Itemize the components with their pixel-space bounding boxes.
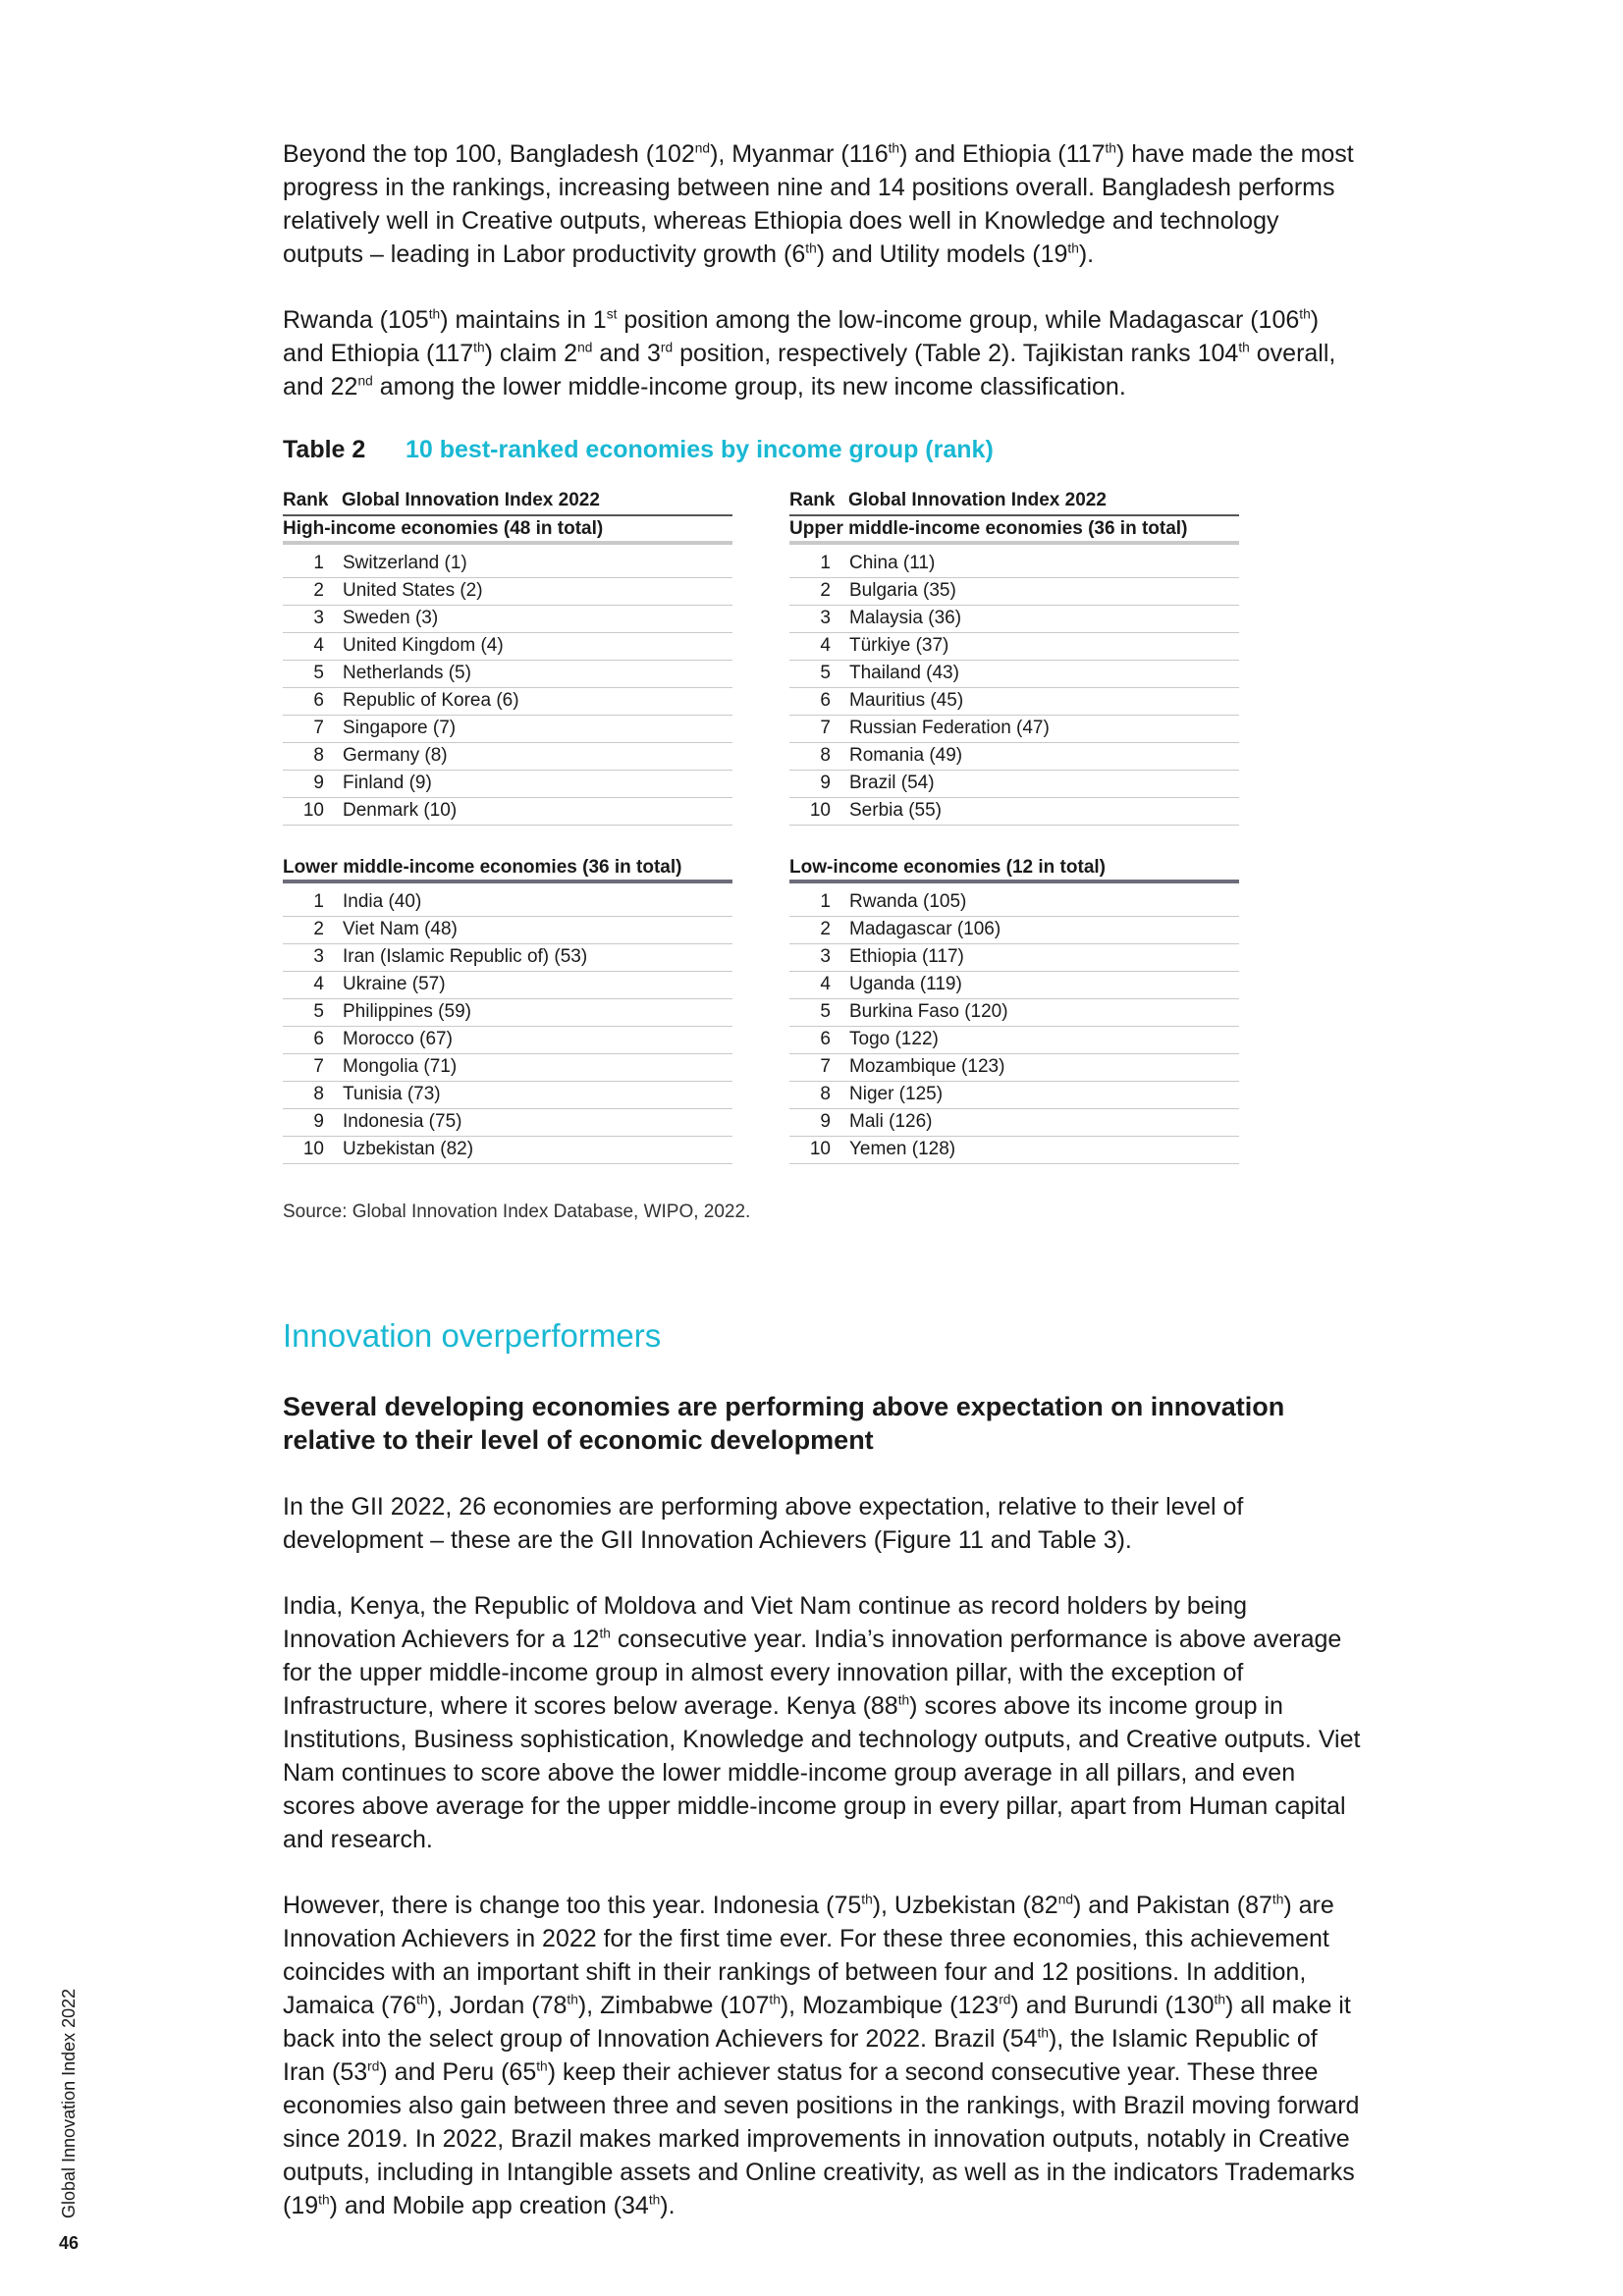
table-row	[283, 771, 732, 798]
table-row	[789, 1027, 1239, 1054]
rank-number: 2	[820, 919, 831, 939]
rank-number: 3	[313, 608, 324, 628]
rank-number: 2	[313, 580, 324, 601]
paragraph: However, there is change too this year. Indonesia (75th), Uzbekistan (82nd) and Pakistan (87th) are Innovation Achievers in 2022 for the first time ever. For these three economies, this achievement coincides with an important shift in their rankings of between four and 12 positions. In addition, Jamaica (76th), Jordan (78th), Zimbabwe (107th), Mozambique (123rd) and Burundi (130th) all make it back into the select group of Innovation Achievers for 2022. Brazil (54th), the Islamic Republic of Iran (53rd) and Peru (65th) keep their achiever status for a second consecutive year. These three economies also gain between three and seven positions in the rankings, with Brazil moving forward since 2019. In 2022, Brazil makes marked improvements in innovation outputs, notably in Creative outputs, including in Intangible assets and Online creativity, as well as in the indicators Trademarks (19th) and Mobile app creation (34th).	[283, 1892, 1360, 2219]
ordinal-suffix: th	[648, 2192, 661, 2208]
rank-column-label: Rank	[789, 490, 836, 510]
income-group-title: High-income economies (48 in total)	[283, 516, 732, 545]
economy-name: Romania (49)	[849, 745, 963, 766]
income-group-title: Upper middle-income economies (36 in total)	[789, 516, 1239, 545]
economy-name: Viet Nam (48)	[343, 919, 458, 939]
table-row	[789, 688, 1239, 716]
paragraph: India, Kenya, the Republic of Moldova and Viet Nam continue as record holders by being Innovation Achievers for a 12th consecutive year. India’s innovation performance is above average for the upper middle-income group in almost every innovation pillar, with the exception of Infrastructure, where it scores below average. Kenya (88th) scores above its income group in Institutions, Business sophistication, Knowledge and technology outputs, and Creative outputs. Viet Nam continues to score above the lower middle-income group average in all pillars, and even scores above average for the upper middle-income group in every pillar, apart from Human capital and research.	[283, 1592, 1361, 1853]
table-row	[283, 798, 732, 826]
economy-name: Burkina Faso (120)	[849, 1001, 1008, 1022]
table-row	[283, 999, 732, 1027]
ordinal-suffix: th	[567, 1992, 578, 2007]
economy-name: China (11)	[849, 553, 936, 573]
ordinal-suffix: th	[1105, 140, 1116, 156]
index-column-label: Global Innovation Index 2022	[848, 490, 1107, 510]
economy-name: Brazil (54)	[849, 773, 935, 793]
ordinal-suffix: rd	[999, 1992, 1011, 2007]
table-row	[789, 944, 1239, 972]
table-row	[789, 743, 1239, 771]
economy-name: Mauritius (45)	[849, 690, 964, 711]
rank-number: 6	[313, 1029, 324, 1049]
economy-name: Uganda (119)	[849, 974, 962, 994]
economy-name: Ukraine (57)	[343, 974, 446, 994]
rank-number: 4	[313, 635, 324, 656]
rank-number: 9	[313, 773, 324, 793]
economy-name: Denmark (10)	[343, 800, 458, 821]
column-header	[283, 490, 732, 516]
rank-number: 6	[820, 690, 831, 711]
economy-name: United States (2)	[343, 580, 483, 601]
table-row	[789, 551, 1239, 578]
rank-number: 10	[809, 800, 831, 821]
economy-name: Türkiye (37)	[849, 635, 949, 656]
table-row	[283, 1137, 732, 1164]
table-row	[789, 917, 1239, 944]
ordinal-suffix: th	[805, 240, 817, 256]
rank-number: 3	[820, 946, 831, 967]
ordinal-suffix: th	[1214, 1992, 1225, 2007]
table-row	[283, 1109, 732, 1137]
rank-number: 4	[313, 974, 324, 994]
table-row	[283, 633, 732, 661]
section-heading: Innovation overperformers	[283, 1317, 662, 1354]
page-content	[283, 137, 1363, 2255]
economy-name: Thailand (43)	[849, 663, 959, 683]
rank-number: 10	[302, 800, 324, 821]
table-row	[283, 1054, 732, 1082]
table-row	[789, 716, 1239, 743]
rank-number: 7	[313, 1056, 324, 1077]
rank-number: 9	[820, 773, 831, 793]
table-row	[283, 1082, 732, 1109]
rank-number: 5	[313, 1001, 324, 1022]
ordinal-suffix: nd	[577, 340, 593, 355]
ordinal-suffix: th	[1299, 306, 1311, 322]
table-row	[283, 688, 732, 716]
rank-number: 6	[313, 690, 324, 711]
table-row	[789, 578, 1239, 606]
ordinal-suffix: th	[416, 1992, 428, 2007]
economy-name: Yemen (128)	[849, 1139, 956, 1159]
economy-name: Mali (126)	[849, 1111, 933, 1132]
table-row	[283, 606, 732, 633]
rank-number: 5	[820, 663, 831, 683]
economy-name: Serbia (55)	[849, 800, 942, 821]
table-row	[283, 578, 732, 606]
economy-name: Togo (122)	[849, 1029, 939, 1049]
table-row	[283, 889, 732, 917]
rank-number: 3	[313, 946, 324, 967]
economy-name: Switzerland (1)	[343, 553, 467, 573]
economy-name: Singapore (7)	[343, 718, 457, 738]
income-group-block	[283, 490, 732, 826]
economy-name: Mozambique (123)	[849, 1056, 1005, 1077]
ordinal-suffix: th	[1271, 1892, 1284, 1907]
rank-number: 8	[820, 1084, 831, 1104]
section-paragraphs	[283, 1490, 1363, 2222]
income-group-block	[789, 490, 1239, 826]
rank-number: 4	[820, 974, 831, 994]
ordinal-suffix: nd	[1057, 1892, 1073, 1907]
income-group-block	[789, 855, 1239, 1164]
side-running-title: Global Innovation Index 2022	[59, 1988, 79, 2218]
rank-number: 1	[313, 553, 324, 573]
economy-name: Indonesia (75)	[343, 1111, 462, 1132]
table-row	[283, 743, 732, 771]
economy-name: Malaysia (36)	[849, 608, 962, 628]
income-group-title: Low-income economies (12 in total)	[789, 855, 1239, 883]
ordinal-suffix: nd	[357, 373, 373, 389]
table-title: 10 best-ranked economies by income group (rank)	[406, 436, 994, 463]
rank-column-label: Rank	[283, 490, 329, 510]
economy-name: Russian Federation (47)	[849, 718, 1050, 738]
table-row	[789, 771, 1239, 798]
section-subheading: Several developing economies are performing above expectation on innovation relative to their level of economic development	[283, 1392, 1285, 1455]
economy-name: Ethiopia (117)	[849, 946, 964, 967]
paragraph: In the GII 2022, 26 economies are performing above expectation, relative to their level of development – these are the GII Innovation Achievers (Figure 11 and Table 3).	[283, 1493, 1244, 1554]
rank-number: 7	[820, 718, 831, 738]
table-row	[789, 1137, 1239, 1164]
rank-number: 10	[809, 1139, 831, 1159]
ordinal-suffix: rd	[367, 2058, 380, 2074]
table-row	[283, 944, 732, 972]
table-row	[283, 716, 732, 743]
table-row	[789, 661, 1239, 688]
economy-name: Madagascar (106)	[849, 919, 1001, 939]
table-row	[789, 633, 1239, 661]
economy-name: Morocco (67)	[343, 1029, 453, 1049]
ordinal-suffix: th	[888, 140, 900, 156]
rank-number: 8	[313, 745, 324, 766]
economy-name: Rwanda (105)	[849, 891, 967, 912]
table-row	[283, 1027, 732, 1054]
table-row	[789, 999, 1239, 1027]
rank-number: 5	[820, 1001, 831, 1022]
income-group-title: Lower middle-income economies (36 in total)	[283, 855, 732, 883]
economy-name: Uzbekistan (82)	[343, 1139, 474, 1159]
rank-number: 1	[313, 891, 324, 912]
intro-paragraphs	[283, 137, 1363, 403]
economy-name: Iran (Islamic Republic of) (53)	[343, 946, 588, 967]
column-header	[789, 490, 1239, 516]
ordinal-suffix: nd	[694, 140, 711, 156]
ordinal-suffix: th	[1238, 340, 1250, 355]
table-row	[789, 1054, 1239, 1082]
economy-name: Sweden (3)	[343, 608, 439, 628]
ordinal-suffix: rd	[660, 340, 674, 355]
economy-name: Tunisia (73)	[343, 1084, 441, 1104]
ordinal-suffix: th	[1067, 240, 1079, 256]
rank-number: 9	[820, 1111, 831, 1132]
ordinal-suffix: th	[318, 2192, 330, 2208]
paragraph: Beyond the top 100, Bangladesh (102nd), Myanmar (116th) and Ethiopia (117th) have made the most progress in the rankings, increasing between nine and 14 positions overall. Bangladesh performs relatively well in Creative outputs, whereas Ethiopia does well in Knowledge and technology outputs – leading in Labor productivity growth (6th) and Utility models (19th).	[283, 140, 1354, 268]
economy-name: Germany (8)	[343, 745, 448, 766]
table-source: Source: Global Innovation Index Database, WIPO, 2022.	[283, 1201, 751, 1222]
ordinal-suffix: th	[599, 1626, 611, 1641]
page-number: 46	[59, 2233, 80, 2253]
rank-number: 3	[820, 608, 831, 628]
ordinal-suffix: th	[897, 1692, 910, 1708]
economy-name: India (40)	[343, 891, 422, 912]
ordinal-suffix: th	[769, 1992, 781, 2007]
rank-number: 6	[820, 1029, 831, 1049]
table-row	[789, 972, 1239, 999]
rank-number: 7	[820, 1056, 831, 1077]
table-row	[283, 551, 732, 578]
ranking-table	[283, 490, 1363, 1194]
table-caption	[283, 436, 1363, 464]
rank-number: 2	[313, 919, 324, 939]
economy-name: United Kingdom (4)	[343, 635, 504, 656]
rank-number: 8	[820, 745, 831, 766]
economy-name: Netherlands (5)	[343, 663, 471, 683]
ordinal-suffix: th	[536, 2058, 548, 2074]
ordinal-suffix: th	[428, 306, 441, 322]
table-row	[789, 798, 1239, 826]
economy-name: Bulgaria (35)	[849, 580, 956, 601]
rank-number: 1	[820, 891, 831, 912]
table-row	[789, 1109, 1239, 1137]
economy-name: Niger (125)	[849, 1084, 944, 1104]
ordinal-suffix: st	[606, 306, 618, 322]
index-column-label: Global Innovation Index 2022	[342, 490, 600, 510]
ordinal-suffix: th	[473, 340, 485, 355]
table-row	[283, 917, 732, 944]
rank-number: 4	[820, 635, 831, 656]
paragraph: Rwanda (105th) maintains in 1st position among the low-income group, while Madagascar (106th) and Ethiopia (117th) claim 2nd and 3rd position, respectively (Table 2). Tajikistan ranks 104th overall, and 22nd among the lower middle-income group, its new income classification.	[283, 306, 1336, 400]
table-row	[283, 661, 732, 688]
rank-number: 7	[313, 718, 324, 738]
rank-number: 10	[302, 1139, 324, 1159]
ordinal-suffix: th	[861, 1892, 873, 1907]
ordinal-suffix: th	[1037, 2025, 1049, 2041]
table-label: Table 2	[283, 436, 366, 463]
table-row	[789, 1082, 1239, 1109]
rank-number: 2	[820, 580, 831, 601]
table-row	[789, 889, 1239, 917]
rank-number: 1	[820, 553, 831, 573]
rank-number: 9	[313, 1111, 324, 1132]
economy-name: Finland (9)	[343, 773, 432, 793]
income-group-block	[283, 855, 732, 1164]
economy-name: Philippines (59)	[343, 1001, 471, 1022]
economy-name: Mongolia (71)	[343, 1056, 458, 1077]
table-row	[789, 606, 1239, 633]
economy-name: Republic of Korea (6)	[343, 690, 519, 711]
rank-number: 5	[313, 663, 324, 683]
rank-number: 8	[313, 1084, 324, 1104]
table-row	[283, 972, 732, 999]
